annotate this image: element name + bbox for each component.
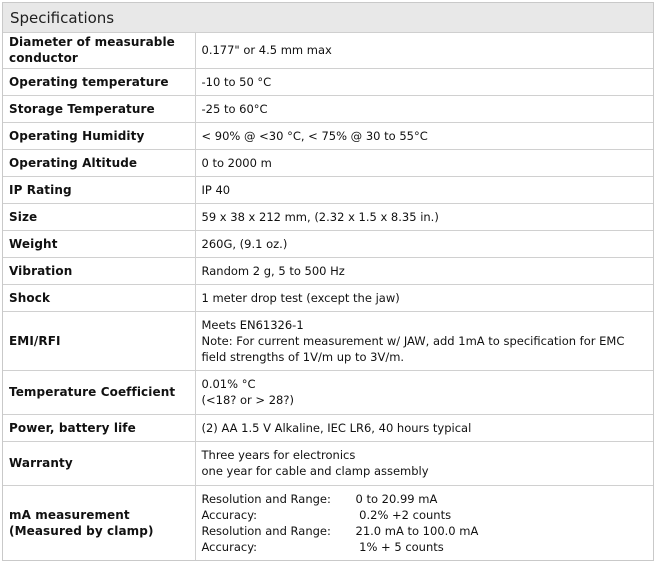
- table-row: [3, 284, 653, 311]
- table-row: [3, 370, 653, 414]
- value-line: Note: For current measurement w/ JAW, add 1mA to specification for EMC: [201, 333, 625, 348]
- table-row: [3, 414, 653, 441]
- pair-value: 0.2% +2 counts: [355, 507, 452, 522]
- specifications-table: [3, 33, 653, 560]
- spec-value: IP 40: [195, 176, 653, 203]
- spec-label: Warranty: [3, 441, 195, 485]
- table-row: [3, 149, 653, 176]
- spec-value: [195, 370, 653, 414]
- pair-key: Resolution and Range:: [201, 523, 331, 538]
- table-row: [3, 95, 653, 122]
- table-row: [3, 311, 653, 370]
- spec-label: Storage Temperature: [3, 95, 195, 122]
- spec-value: -10 to 50 °C: [195, 68, 653, 95]
- spec-label: [3, 33, 195, 68]
- pair-value: 1% + 5 counts: [355, 539, 444, 554]
- pair-value: 0 to 20.99 mA: [355, 491, 438, 506]
- pair-key: Accuracy:: [201, 539, 258, 554]
- table-row: [3, 122, 653, 149]
- pair-key: Accuracy:: [201, 507, 258, 522]
- spec-value: [195, 311, 653, 370]
- spec-value: [195, 441, 653, 485]
- spec-value: Random 2 g, 5 to 500 Hz: [195, 257, 653, 284]
- table-row: [3, 176, 653, 203]
- value-line: field strengths of 1V/m up to 3V/m.: [201, 349, 405, 364]
- section-header: [3, 3, 653, 33]
- spec-label: EMI/RFI: [3, 311, 195, 370]
- spec-value: 260G, (9.1 oz.): [195, 230, 653, 257]
- spec-label: Shock: [3, 284, 195, 311]
- spec-label-line: (Measured by clamp): [9, 523, 154, 538]
- section-title: Specifications: [10, 8, 115, 27]
- spec-value: (2) AA 1.5 V Alkaline, IEC LR6, 40 hours typical: [195, 414, 653, 441]
- spec-label: Weight: [3, 230, 195, 257]
- spec-label-line: mA measurement: [9, 507, 130, 522]
- spec-label: Vibration: [3, 257, 195, 284]
- value-pair: [202, 507, 648, 523]
- spec-label: [3, 485, 195, 560]
- value-pair: [202, 539, 648, 555]
- table-row: [3, 230, 653, 257]
- spec-value: 59 x 38 x 212 mm, (2.32 x 1.5 x 8.35 in.): [195, 203, 653, 230]
- spec-value: -25 to 60°C: [195, 95, 653, 122]
- table-row: [3, 441, 653, 485]
- spec-value: [195, 485, 653, 560]
- value-line: Meets EN61326-1: [201, 317, 304, 332]
- pair-key: Resolution and Range:: [201, 491, 331, 506]
- value-pair: [202, 523, 648, 539]
- value-pair: [202, 491, 648, 507]
- spec-value: 0.177" or 4.5 mm max: [195, 33, 653, 68]
- spec-label: IP Rating: [3, 176, 195, 203]
- value-line: (<18? or > 28?): [201, 393, 294, 407]
- value-line: one year for cable and clamp assembly: [201, 464, 429, 478]
- spec-value: 1 meter drop test (except the jaw): [195, 284, 653, 311]
- spec-value: < 90% @ <30 °C, < 75% @ 30 to 55°C: [195, 122, 653, 149]
- table-row: [3, 68, 653, 95]
- spec-label: Operating temperature: [3, 68, 195, 95]
- table-row: [3, 257, 653, 284]
- spec-label: Power, battery life: [3, 414, 195, 441]
- value-line: Three years for electronics: [201, 448, 356, 462]
- spec-label: Operating Altitude: [3, 149, 195, 176]
- spec-value: 0 to 2000 m: [195, 149, 653, 176]
- value-line: 0.01% °C: [201, 377, 256, 391]
- spec-label: Temperature Coefficient: [3, 370, 195, 414]
- table-row: [3, 485, 653, 560]
- table-row: [3, 33, 653, 68]
- table-row: [3, 203, 653, 230]
- spec-label: Size: [3, 203, 195, 230]
- specifications-panel: [2, 2, 654, 561]
- spec-label-text: Diameter of measurable conductor: [9, 35, 175, 66]
- pair-value: 21.0 mA to 100.0 mA: [355, 523, 479, 538]
- spec-label: Operating Humidity: [3, 122, 195, 149]
